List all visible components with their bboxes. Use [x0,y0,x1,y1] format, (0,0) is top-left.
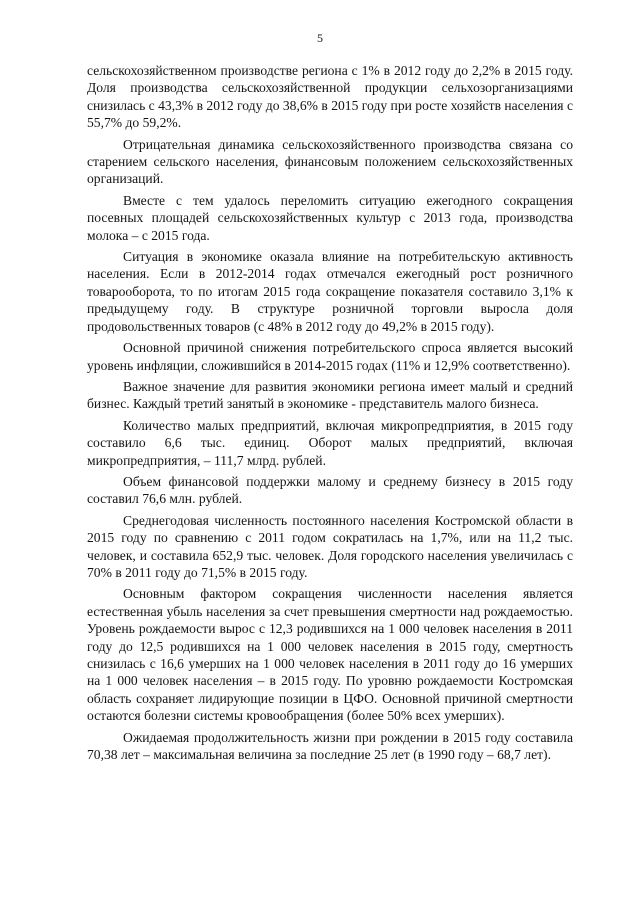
paragraph-inflation: Основной причиной снижения потребительского спроса является высокий уровень инфляции, сложившийся в 2014-2015 годах (11% и 12,9% соответственно). [87,340,573,373]
paragraph-financial-support: Объем финансовой поддержки малому и среднему бизнесу в 2015 году составил 76,6 млн. рублей. [87,473,573,507]
paragraph-natural-decline: Основным фактором сокращения численности населения является естественная убыль населения за счет превышения смертности над рождаемостью. Уровень рождаемости вырос с 12,3 родившихся на 1 000 человек населения в 2011 году до 12,5 родившихся на 1 000 человек населения в 2015 году, смертность снизилась с 16,6 умерших на 1 000 человек населения в 2011 году до 16 умерших на 1 000 человек населения – в 2015 году. По уровню рождаемости Костромская область сохраняет лидирующие позиции в ЦФО. Основной причиной смертности остаются болезни системы кровообращения (более 50% всех умерших). [87,586,573,724]
paragraph-small-enterprises-count: Количество малых предприятий, включая микропредприятия, в 2015 году составило 6,6 тыс. единиц. Оборот малых предприятий, включая микропредприятия, – 111,7 млрд. рублей. [87,417,573,468]
paragraph-agriculture-dynamics: Отрицательная динамика сельскохозяйственного производства связана со старением сельского населения, финансовым положением сельскохозяйственных организаций. [87,136,573,187]
paragraph-sown-areas: Вместе с тем удалось переломить ситуацию ежегодного сокращения посевных площадей сельскохозяйственных культур с 2013 года, производства молока – с 2015 года. [87,192,573,243]
paragraph-small-business: Важное значение для развития экономики региона имеет малый и средний бизнес. Каждый третий занятый в экономике - представитель малого бизнеса. [87,378,573,412]
paragraph-life-expectancy: Ожидаемая продолжительность жизни при рождении в 2015 году составила 70,38 лет – максимальная величина за последние 25 лет (в 1990 году – 68,7 лет). [87,729,573,763]
paragraph-agriculture-share: сельскохозяйственном производстве региона с 1% в 2012 году до 2,2% в 2015 году. Доля производства сельскохозяйственной продукции сельхозорганизациями снизилась с 43,3% в 2012 году до 38,6% в 2015 году при росте хозяйств населения с 55,7% до 59,2%. [87,63,573,131]
paragraph-consumer-activity: Ситуация в экономике оказала влияние на потребительскую активность населения. Если в 2012-2014 годах отмечался ежегодный рост розничного товарооборота, то по итогам 2015 года сокращение показателя составило 3,1% к предыдущему году. В структуре розничной торговли выросла доля продовольственных товаров (с 48% в 2012 году до 49,2% в 2015 году). [87,249,573,334]
document-body [87,62,573,767]
paragraph-population: Среднегодовая численность постоянного населения Костромской области в 2015 году по сравнению с 2011 годом сократилась на 1,7%, или на 11,2 тыс. человек, и составила 652,9 тыс. человек. Доля городского населения увеличилась с 70% в 2011 году до 71,5% в 2015 году. [87,512,573,580]
page-number: 5 [317,31,323,45]
